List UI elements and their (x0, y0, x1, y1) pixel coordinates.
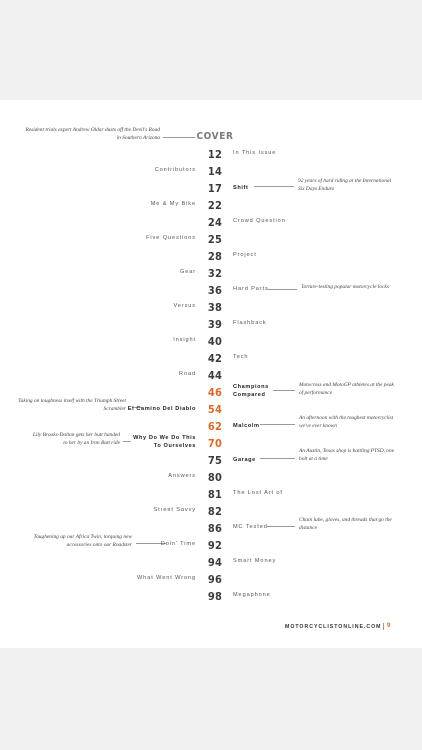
toc-title: Project (233, 252, 257, 258)
leader-line (266, 526, 295, 527)
toc-title: Champions Compared (233, 384, 269, 398)
toc-page-number: 46 (207, 386, 223, 399)
toc-title: Smart Money (233, 558, 277, 564)
leader-line (254, 186, 294, 187)
toc-cover-row[interactable] (0, 129, 422, 147)
cover-description: Resident trials expert Andrew Oldar dusts off the Devil's Road in Southern Arizona (25, 127, 160, 141)
toc-page (0, 100, 422, 648)
leader-line (260, 424, 295, 425)
toc-row[interactable] (0, 214, 422, 232)
toc-page-number: 82 (207, 505, 223, 518)
toc-page-number: 98 (207, 590, 223, 603)
toc-title: Road (179, 371, 196, 377)
leader-line (260, 458, 295, 459)
toc-page-number: 42 (207, 352, 223, 365)
footer-website[interactable]: MOTORCYCLISTONLINE.COM (285, 624, 382, 630)
toc-row[interactable] (0, 146, 422, 164)
toc-description: Lily Brooks-Dalton gets her butt handed to her by an Iron Butt ride (32, 432, 120, 446)
toc-title: El Camino Del Diablo (127, 406, 196, 412)
toc-description: Toughening up our Africa Twin, torquing new accessories onto our Roadster (33, 534, 132, 548)
toc-row[interactable] (0, 265, 422, 283)
toc-title: Malcolm (233, 423, 260, 429)
toc-page-number: 96 (207, 573, 223, 586)
footer-page-number: 9 (387, 623, 391, 629)
toc-page-number: 22 (207, 199, 223, 212)
toc-page-number: 44 (207, 369, 223, 382)
toc-row[interactable] (0, 588, 422, 606)
toc-description: An afternoon with the toughest motorcyclist we've ever known (299, 415, 394, 429)
toc-title: Megaphone (233, 592, 271, 598)
toc-row[interactable] (0, 333, 422, 351)
toc-title: In This Issue (233, 150, 277, 156)
cover-label: COVER (196, 131, 234, 142)
toc-row[interactable] (0, 469, 422, 487)
toc-title: Contributors (154, 167, 196, 173)
toc-title: Tech (233, 354, 249, 360)
toc-row[interactable] (0, 282, 422, 300)
toc-page-number: 75 (207, 454, 223, 467)
toc-page-number: 80 (207, 471, 223, 484)
toc-row[interactable] (0, 231, 422, 249)
toc-title: MC Tested (233, 524, 268, 530)
toc-row[interactable] (0, 350, 422, 368)
toc-page-number: 54 (207, 403, 223, 416)
toc-description: Torture-testing popular motorcycle locks (301, 284, 389, 290)
toc-description: Chain lube, gloves, and threads that go the distance (299, 517, 392, 531)
toc-row[interactable] (0, 180, 422, 198)
toc-page-number: 32 (207, 267, 223, 280)
footer-divider (383, 623, 384, 630)
toc-title: Insight (173, 337, 196, 343)
toc-page-number: 38 (207, 301, 223, 314)
toc-title: Why Do We Do This To Ourselves (133, 435, 196, 449)
toc-page-number: 25 (207, 233, 223, 246)
toc-page-number: 24 (207, 216, 223, 229)
toc-page-number: 39 (207, 318, 223, 331)
toc-row[interactable] (0, 486, 422, 504)
toc-page-number: 17 (207, 182, 223, 195)
toc-description: Taking on toughness itself with the Triumph Street Scrambler (18, 398, 126, 412)
toc-description: An Austin, Texas shop is battling PTSD, one bolt at a time (299, 448, 395, 462)
toc-title: Versus (173, 303, 196, 309)
toc-title: Me & My Bike (150, 201, 196, 207)
toc-title: Garage (233, 457, 256, 463)
toc-page-number: 12 (207, 148, 223, 161)
toc-page-number: 70 (207, 437, 223, 450)
toc-title: Gear (179, 269, 196, 275)
toc-title: Answers (168, 473, 196, 479)
toc-title: Five Questions (146, 235, 196, 241)
toc-page-number: 92 (207, 539, 223, 552)
toc-title: Doin' Time (160, 541, 196, 547)
toc-row[interactable] (0, 571, 422, 589)
toc-row[interactable] (0, 248, 422, 266)
toc-description: Motocross and MotoGP athletes at the peak of performance (299, 382, 394, 396)
toc-title: The Lost Art of (233, 490, 283, 496)
toc-description: 92 years of hard riding at the International Six Days Enduro (298, 178, 392, 192)
leader-line (273, 390, 295, 391)
toc-title: Crowd Question (233, 218, 286, 224)
toc-row[interactable] (0, 448, 422, 470)
toc-row[interactable] (0, 534, 422, 555)
toc-title: What Went Wrong (137, 575, 196, 581)
toc-title: Shift (233, 185, 249, 191)
toc-page-number: 86 (207, 522, 223, 535)
toc-page-number: 36 (207, 284, 223, 297)
toc-title: Flashback (233, 320, 267, 326)
toc-title: Hard Parts (233, 286, 269, 292)
toc-page-number: 14 (207, 165, 223, 178)
toc-page-number: 81 (207, 488, 223, 501)
toc-row[interactable] (0, 197, 422, 215)
toc-title: Street Savvy (153, 507, 196, 513)
toc-row[interactable] (0, 316, 422, 334)
toc-row[interactable] (0, 299, 422, 317)
toc-page-number: 62 (207, 420, 223, 433)
toc-page-number: 94 (207, 556, 223, 569)
toc-row[interactable] (0, 554, 422, 572)
toc-page-number: 28 (207, 250, 223, 263)
toc-page-number: 40 (207, 335, 223, 348)
leader-line (267, 289, 297, 290)
